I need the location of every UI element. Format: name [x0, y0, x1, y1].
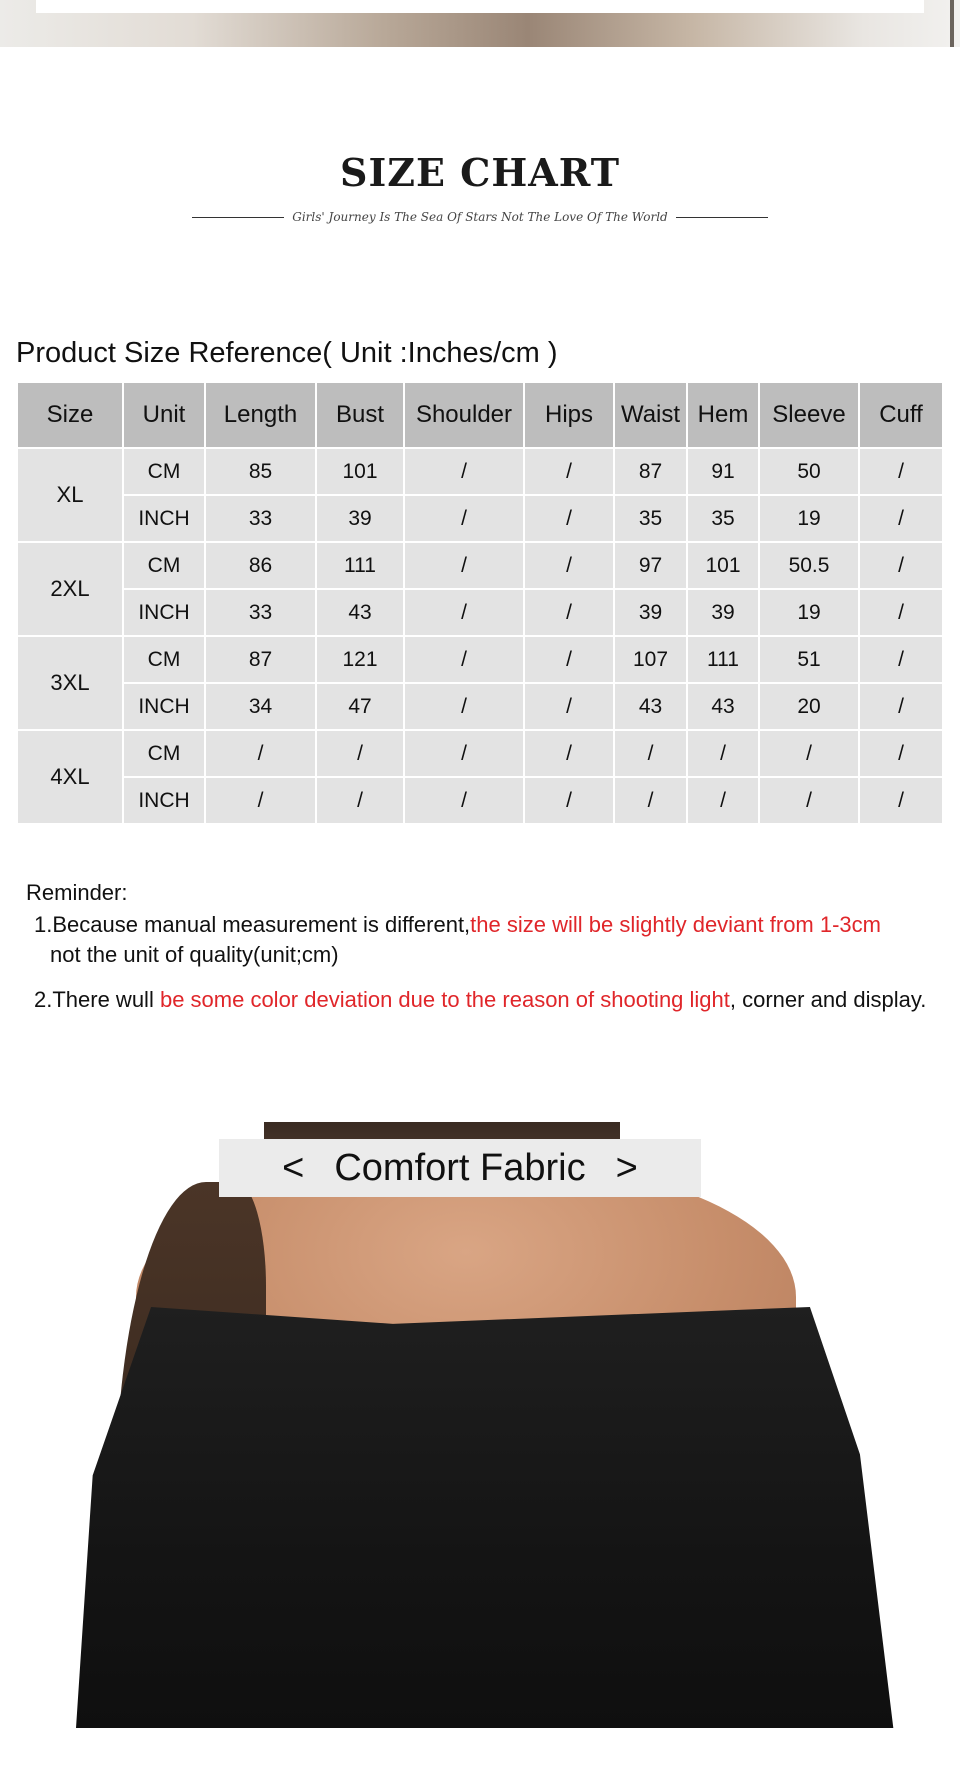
header-cuff: Cuff	[859, 382, 943, 448]
model-photo	[76, 1122, 910, 1728]
unit-cell: INCH	[123, 589, 205, 636]
value-cell: 85	[205, 448, 316, 495]
value-cell: 86	[205, 542, 316, 589]
value-cell: /	[859, 636, 943, 683]
table-header-row	[17, 382, 943, 448]
value-cell: 121	[316, 636, 404, 683]
value-cell: 43	[614, 683, 687, 730]
value-cell: /	[404, 589, 524, 636]
reminder-item-2	[34, 987, 926, 1013]
value-cell: 107	[614, 636, 687, 683]
table-row	[17, 683, 943, 730]
value-cell: 43	[316, 589, 404, 636]
header-hips: Hips	[524, 382, 614, 448]
table-row	[17, 542, 943, 589]
value-cell: /	[687, 730, 759, 777]
header-sleeve: Sleeve	[759, 382, 859, 448]
value-cell: /	[524, 542, 614, 589]
value-cell: 101	[687, 542, 759, 589]
value-cell: /	[404, 683, 524, 730]
unit-cell: CM	[123, 730, 205, 777]
subtitle-left-line	[192, 217, 284, 218]
table-row	[17, 589, 943, 636]
value-cell: 111	[316, 542, 404, 589]
subtitle-right-line	[676, 217, 768, 218]
value-cell: /	[859, 683, 943, 730]
value-cell: /	[404, 542, 524, 589]
banner-next-icon[interactable]: >	[615, 1146, 638, 1189]
size-table	[16, 381, 944, 825]
reminder-item-2-highlight: be some color deviation due to the reason of shooting light	[159, 987, 730, 1012]
comfort-fabric-banner	[219, 1139, 701, 1197]
value-cell: /	[524, 448, 614, 495]
value-cell: 35	[687, 495, 759, 542]
top-product-photo	[0, 0, 960, 47]
value-cell: 87	[614, 448, 687, 495]
value-cell: 43	[687, 683, 759, 730]
table-row	[17, 636, 943, 683]
value-cell: /	[859, 542, 943, 589]
header-bust: Bust	[316, 382, 404, 448]
size-label-cell: XL	[17, 448, 123, 542]
value-cell: /	[859, 777, 943, 824]
banner-prev-icon[interactable]: <	[282, 1146, 305, 1189]
photo-pole	[950, 0, 954, 47]
value-cell: /	[404, 777, 524, 824]
table-row	[17, 730, 943, 777]
value-cell: 87	[205, 636, 316, 683]
value-cell: 91	[687, 448, 759, 495]
header-length: Length	[205, 382, 316, 448]
table-row	[17, 777, 943, 824]
unit-cell: INCH	[123, 495, 205, 542]
value-cell: /	[614, 777, 687, 824]
value-cell: 39	[614, 589, 687, 636]
value-cell: /	[404, 448, 524, 495]
value-cell: /	[614, 730, 687, 777]
value-cell: 51	[759, 636, 859, 683]
table-row	[17, 448, 943, 495]
value-cell: /	[524, 495, 614, 542]
reminder-item-1-text: 1.Because manual measurement is different,	[34, 912, 471, 937]
value-cell: /	[404, 730, 524, 777]
value-cell: /	[316, 730, 404, 777]
value-cell: 19	[759, 589, 859, 636]
value-cell: /	[316, 777, 404, 824]
header-shoulder: Shoulder	[404, 382, 524, 448]
value-cell: /	[404, 636, 524, 683]
header-size: Size	[17, 382, 123, 448]
header-hem: Hem	[687, 382, 759, 448]
value-cell: 39	[687, 589, 759, 636]
reminder-item-2-text-b: , corner and display.	[729, 987, 927, 1012]
reminder-item-1	[34, 912, 881, 938]
size-chart-subtitle	[192, 207, 768, 227]
value-cell: /	[859, 730, 943, 777]
table-row	[17, 495, 943, 542]
size-label-cell: 4XL	[17, 730, 123, 824]
value-cell: 19	[759, 495, 859, 542]
value-cell: /	[759, 777, 859, 824]
value-cell: 35	[614, 495, 687, 542]
unit-cell: INCH	[123, 683, 205, 730]
size-label-cell: 2XL	[17, 542, 123, 636]
reminder-item-1-highlight: the size will be slightly deviant from 1-3cm	[470, 912, 881, 937]
value-cell: /	[205, 730, 316, 777]
value-cell: 111	[687, 636, 759, 683]
value-cell: /	[859, 495, 943, 542]
value-cell: 20	[759, 683, 859, 730]
value-cell: 101	[316, 448, 404, 495]
value-cell: /	[524, 636, 614, 683]
header-waist: Waist	[614, 382, 687, 448]
header-unit: Unit	[123, 382, 205, 448]
value-cell: /	[859, 448, 943, 495]
value-cell: /	[205, 777, 316, 824]
black-off-shoulder-top	[76, 1307, 910, 1728]
size-chart-title: SIZE CHART	[340, 150, 620, 195]
value-cell: /	[404, 495, 524, 542]
value-cell: 39	[316, 495, 404, 542]
reminder-item-2-text-a: 2.There wull	[34, 987, 160, 1012]
subtitle-text: Girls' Journey Is The Sea Of Stars Not The Love Of The World	[292, 210, 668, 224]
reminder-item-1-continued: not the unit of quality(unit;cm)	[50, 942, 339, 967]
table-body	[17, 448, 943, 824]
banner-label: Comfort Fabric	[334, 1146, 586, 1189]
reminder-title: Reminder:	[26, 880, 128, 905]
value-cell: /	[524, 730, 614, 777]
size-label-cell: 3XL	[17, 636, 123, 730]
photo-white-strip	[36, 0, 924, 13]
value-cell: 47	[316, 683, 404, 730]
value-cell: /	[687, 777, 759, 824]
value-cell: 33	[205, 589, 316, 636]
value-cell: /	[859, 589, 943, 636]
value-cell: 97	[614, 542, 687, 589]
unit-cell: INCH	[123, 777, 205, 824]
value-cell: /	[524, 777, 614, 824]
value-cell: 33	[205, 495, 316, 542]
unit-cell: CM	[123, 636, 205, 683]
value-cell: /	[524, 683, 614, 730]
unit-cell: CM	[123, 542, 205, 589]
value-cell: /	[759, 730, 859, 777]
value-cell: /	[524, 589, 614, 636]
unit-cell: CM	[123, 448, 205, 495]
size-reference-heading: Product Size Reference( Unit :Inches/cm )	[16, 337, 558, 369]
value-cell: 50.5	[759, 542, 859, 589]
value-cell: 50	[759, 448, 859, 495]
value-cell: 34	[205, 683, 316, 730]
